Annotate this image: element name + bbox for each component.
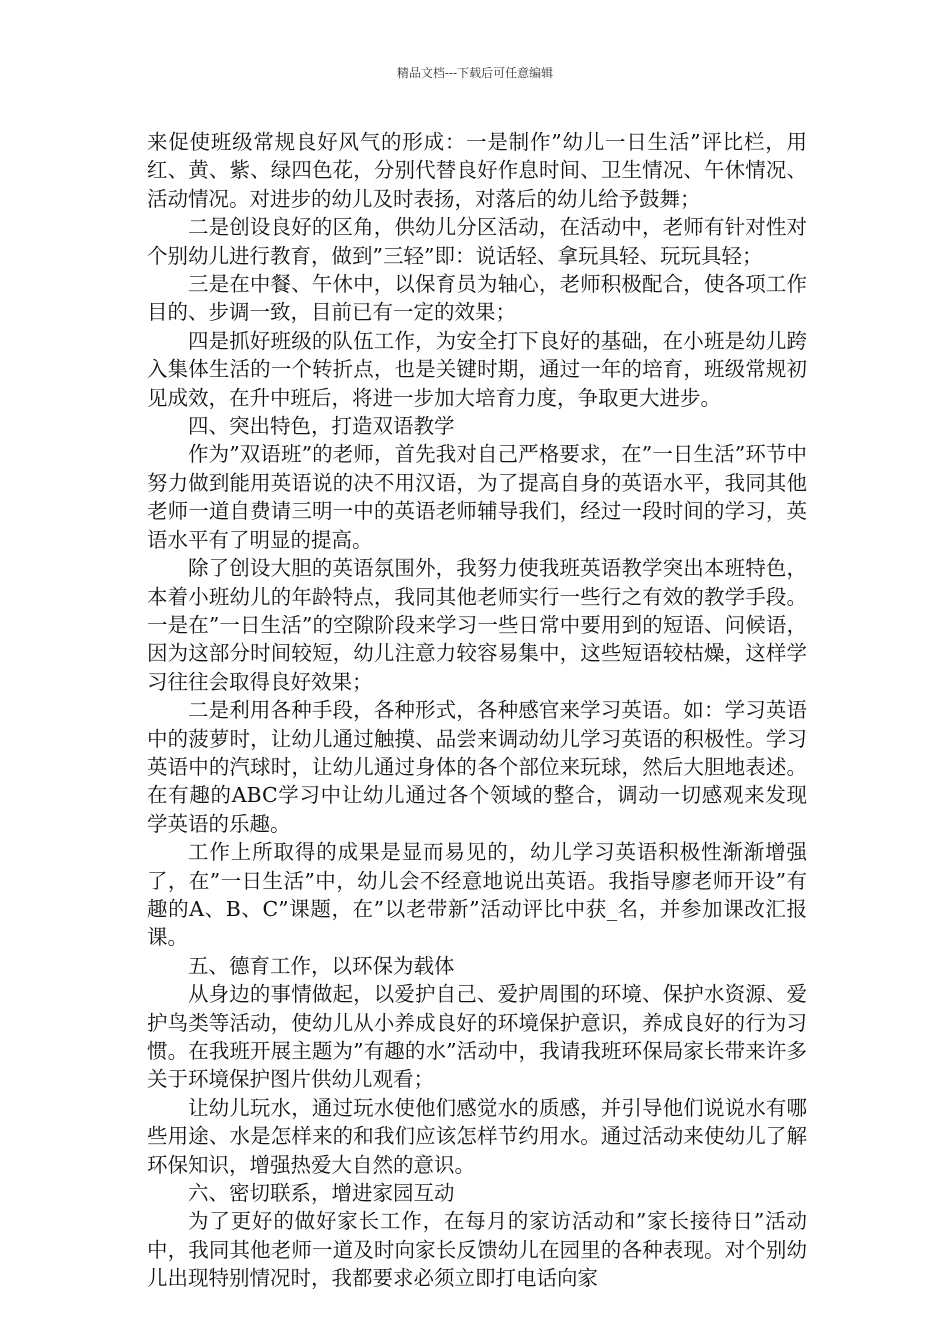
section-heading-4: 四、突出特色，打造双语教学	[188, 414, 455, 439]
paragraph-3: 三是在中餐、午休中，以保育员为轴心，老师积极配合，使各项工作目的、步调一致，目前已有一定的效果；	[147, 272, 807, 325]
paragraph-9: 从身边的事情做起，以爱护自己、爱护周围的环境、保护水资源、爱护鸟类等活动，使幼儿从小养成良好的环境保护意识，养成良好的行为习惯。在我班开展主题为”有趣的水”活动中，我请我班环保局家长带来许多关于环境保护图片供幼儿观看；	[147, 982, 807, 1092]
paragraph-6: 除了创设大胆的英语氛围外，我努力使我班英语教学突出本班特色，本着小班幼儿的年龄特点，我同其他老师实行一些行之有效的教学手段。一是在”一日生活”的空隙阶段来学习一些日常中要用到的短语、问候语，因为这部分时间较短，幼儿注意力较容易集中，这些短语较枯燥，这样学习往往会取得良好效果；	[147, 556, 807, 694]
paragraph-8: 工作上所取得的成果是显而易见的，幼儿学习英语积极性渐渐增强了，在”一日生活”中，幼儿会不经意地说出英语。我指导廖老师开设”有趣的A、B、C”课题，在”以老带新”活动评比中获_名，并参加课改汇报课。	[147, 840, 807, 950]
paragraph-2: 二是创设良好的区角，供幼儿分区活动，在活动中，老师有针对性对个别幼儿进行教育，做到”三轻”即：说话轻、拿玩具轻、玩玩具轻；	[147, 215, 807, 268]
paragraph-1: 来促使班级常规良好风气的形成：一是制作”幼儿一日生活”评比栏，用红、黄、紫、绿四色花，分别代替良好作息时间、卫生情况、午休情况、活动情况。对进步的幼儿及时表扬，对落后的幼儿给予鼓舞；	[147, 130, 807, 211]
paragraph-4: 四是抓好班级的队伍工作，为安全打下良好的基础，在小班是幼儿跨入集体生活的一个转折点，也是关键时期，通过一年的培育，班级常规初见成效，在升中班后，将进一步加大培育力度，争取更大进步。	[147, 328, 807, 410]
paragraph-5: 作为”双语班”的老师，首先我对自己严格要求，在”一日生活”环节中努力做到能用英语说的决不用汉语，为了提高自身的英语水平，我同其他老师一道自费请三明一中的英语老师辅导我们，经过一段时间的学习，英语水平有了明显的提高。	[147, 442, 807, 552]
paragraph-10: 让幼儿玩水，通过玩水使他们感觉水的质感，并引导他们说说水有哪些用途、水是怎样来的和我们应该怎样节约用水。通过活动来使幼儿了解环保知识，增强热爱大自然的意识。	[147, 1095, 807, 1177]
paragraph-11: 为了更好的做好家长工作，在每月的家访活动和”家长接待日”活动中，我同其他老师一道及时向家长反馈幼儿在园里的各种表现。对个别幼儿出现特别情况时，我都要求必须立即打电话向家	[147, 1209, 807, 1291]
section-heading-5: 五、德育工作，以环保为载体	[188, 953, 455, 978]
section-heading-6: 六、密切联系，增进家园互动	[188, 1181, 455, 1206]
document-body	[147, 128, 807, 1293]
page-header: 精品文档---下载后可任意编辑	[396, 66, 554, 80]
paragraph-7: 二是利用各种手段，各种形式，各种感官来学习英语。如：学习英语中的菠萝时，让幼儿通过触摸、品尝来调动幼儿学习英语的积极性。学习英语中的汽球时，让幼儿通过身体的各个部位来玩球，然后大胆地表述。在有趣的ABC学习中让幼儿通过各个领域的整合，调动一切感观来发现学英语的乐趣。	[147, 698, 807, 836]
